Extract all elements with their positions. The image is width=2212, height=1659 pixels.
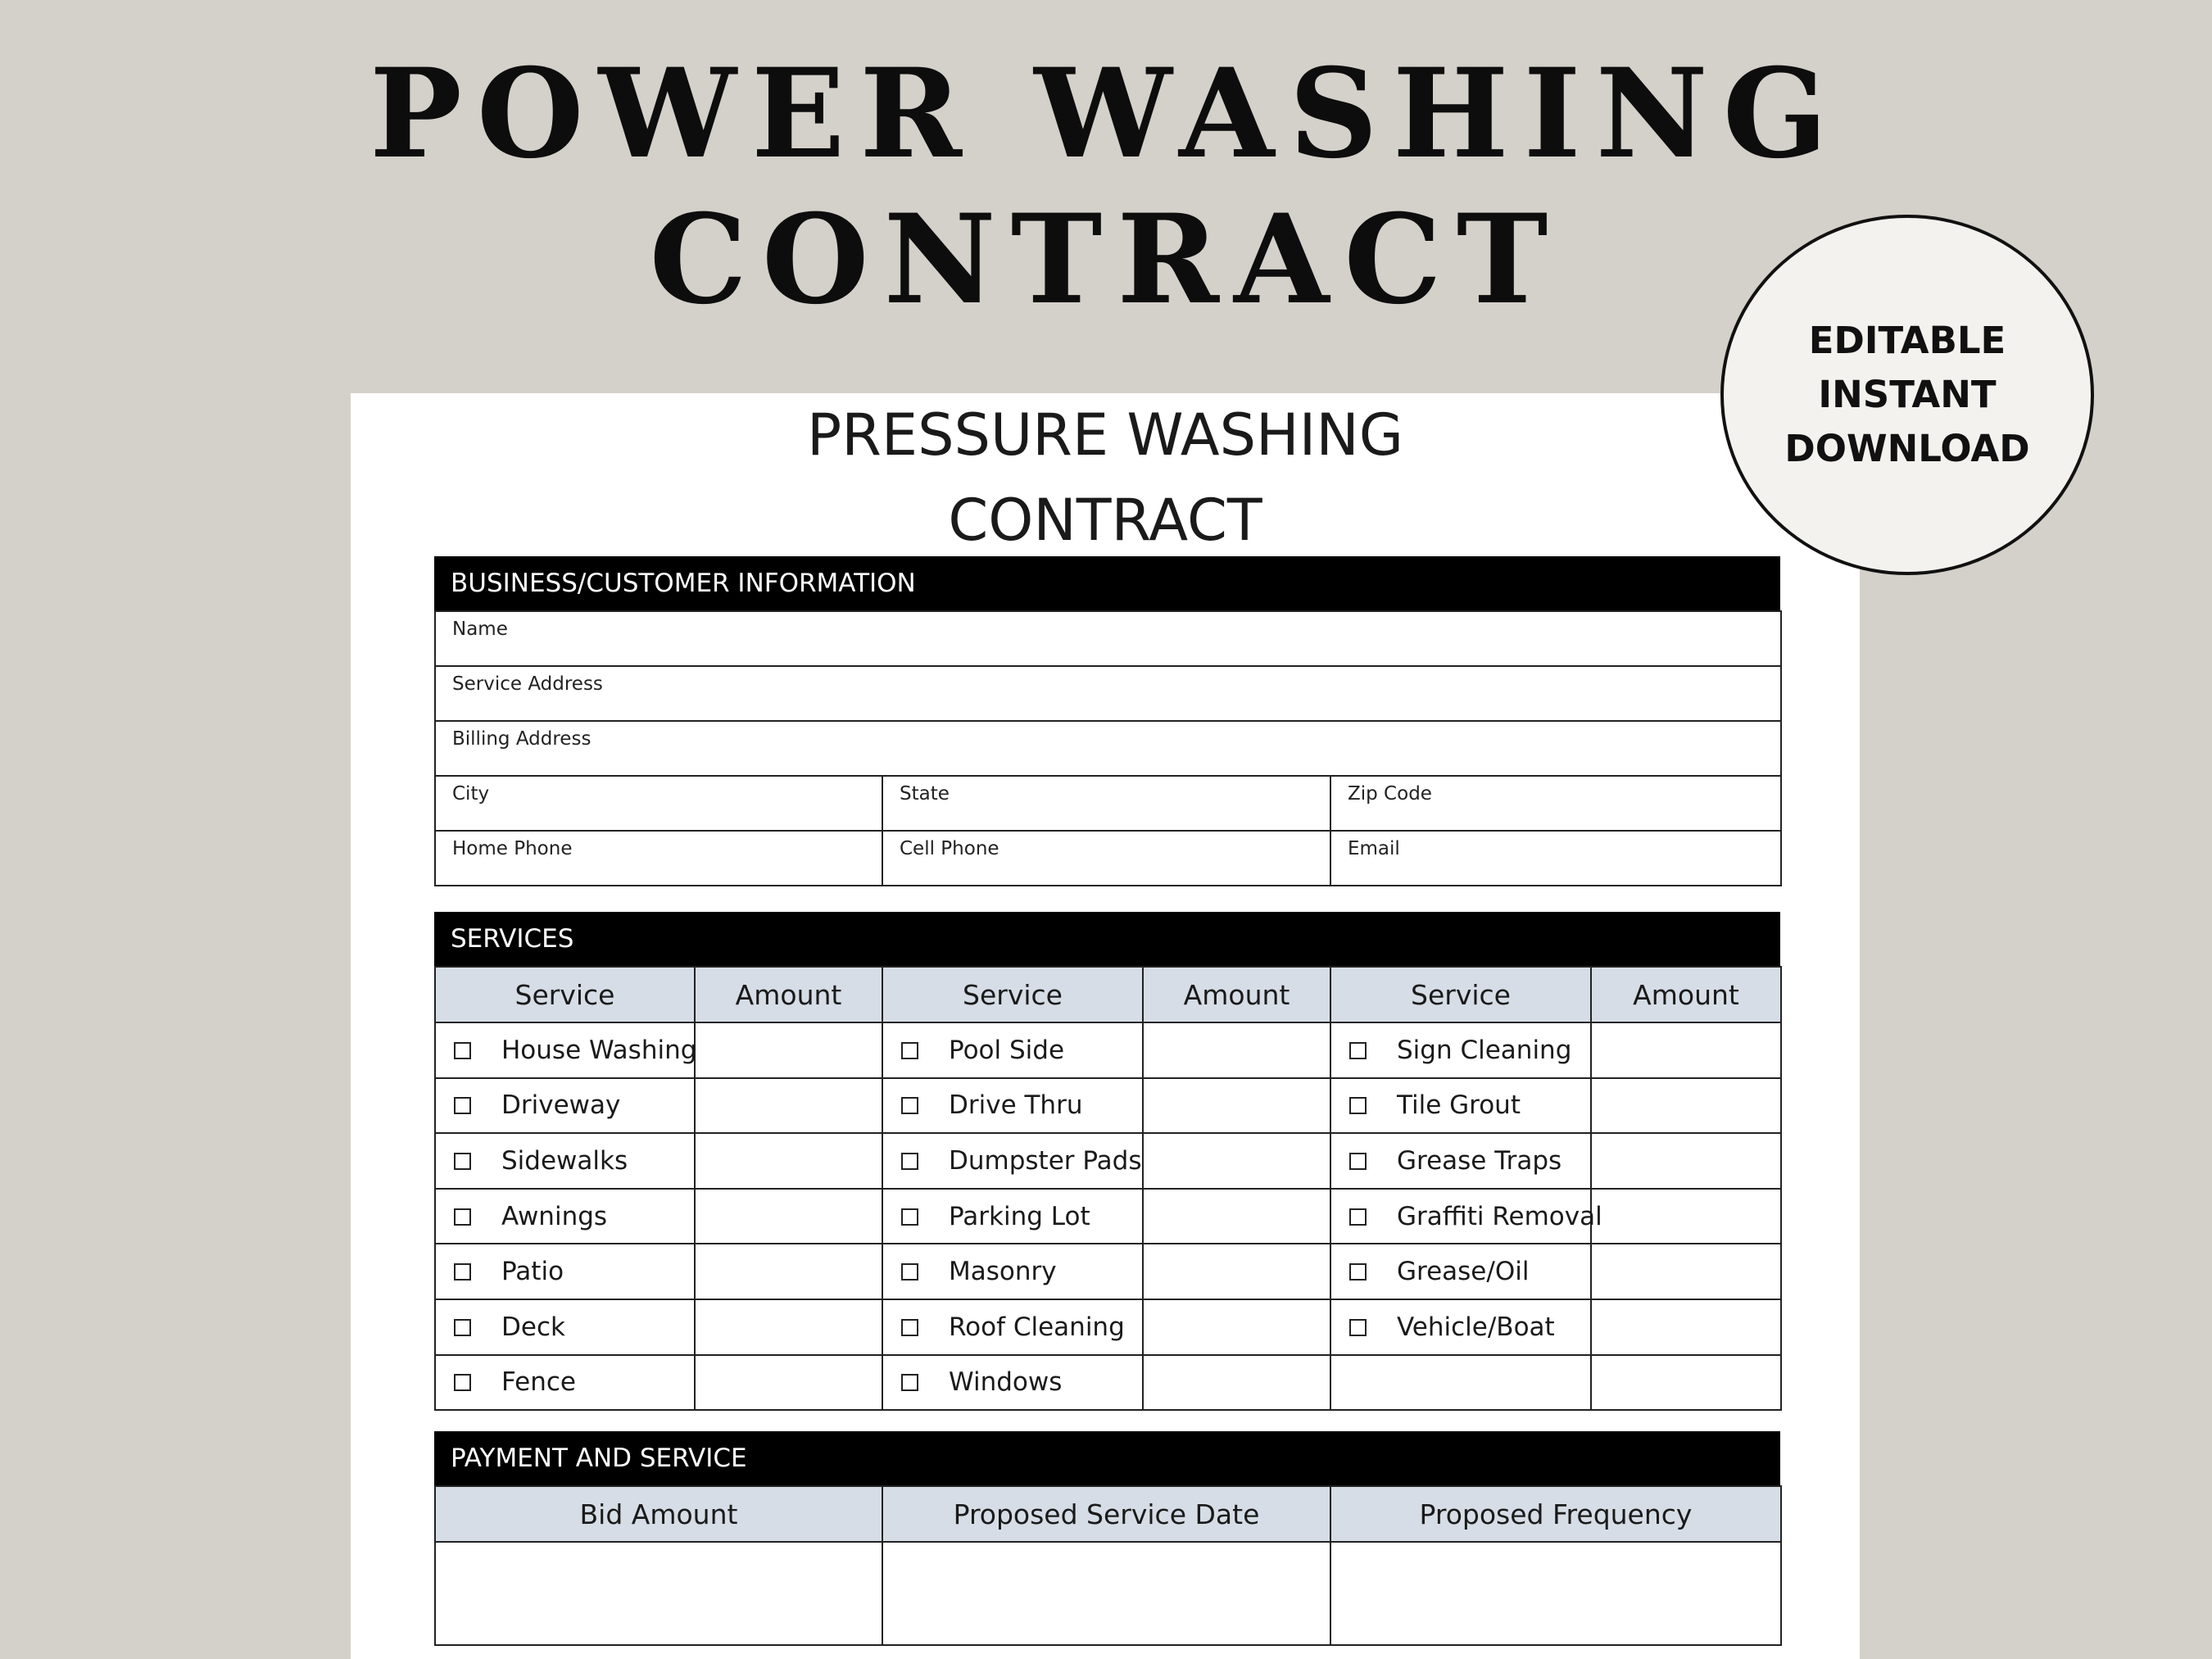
service-amount-field[interactable] (695, 1133, 882, 1189)
service-checkbox[interactable] (454, 1263, 471, 1281)
service-row (435, 1133, 1781, 1189)
email-label: Email (1348, 838, 1400, 859)
service-checkbox[interactable] (1349, 1097, 1367, 1114)
document-title-line1: PRESSURE WASHING (807, 401, 1403, 469)
contract-sheet (351, 393, 1860, 1659)
email-field[interactable] (1330, 831, 1781, 886)
customer-info-table (434, 610, 1782, 886)
service-column-header: Service (882, 967, 1143, 1022)
service-label: Awnings (501, 1201, 608, 1231)
service-item (1330, 1299, 1591, 1355)
amount-column-header: Amount (695, 967, 882, 1022)
service-label: Graffiti Removal (1397, 1201, 1602, 1231)
service-label: Windows (949, 1367, 1063, 1398)
service-item (435, 1133, 695, 1189)
service-checkbox[interactable] (454, 1319, 471, 1336)
service-item (435, 1355, 695, 1411)
service-row (435, 1078, 1781, 1134)
service-amount-field[interactable] (1143, 1022, 1330, 1078)
service-address-field[interactable] (435, 666, 1781, 721)
name-label: Name (452, 619, 508, 640)
customer-info-header: BUSINESS/CUSTOMER INFORMATION (434, 556, 1780, 610)
billing-address-field[interactable] (435, 721, 1781, 776)
service-item (1330, 1355, 1591, 1411)
proposed-frequency-header: Proposed Frequency (1330, 1486, 1781, 1542)
service-row (435, 1244, 1781, 1299)
service-amount-field[interactable] (1143, 1299, 1330, 1355)
service-item (882, 1022, 1143, 1078)
service-label: Drive Thru (949, 1090, 1083, 1121)
banner-title-line2: CONTRACT (649, 188, 1563, 332)
bid-amount-field[interactable] (435, 1542, 882, 1645)
badge-line3: DOWNLOAD (1784, 427, 2030, 470)
service-label: Grease/Oil (1397, 1257, 1530, 1287)
service-checkbox[interactable] (454, 1097, 471, 1114)
service-label: House Washing (501, 1035, 697, 1065)
payment-section (434, 1431, 1780, 1646)
service-row (435, 1299, 1781, 1355)
billing-address-label: Billing Address (452, 728, 592, 750)
service-item (435, 1078, 695, 1134)
service-checkbox[interactable] (454, 1208, 471, 1226)
service-checkbox[interactable] (1349, 1263, 1367, 1281)
service-checkbox[interactable] (454, 1153, 471, 1170)
service-label: Patio (501, 1257, 564, 1287)
service-item (882, 1299, 1143, 1355)
service-amount-field[interactable] (1591, 1355, 1781, 1411)
service-amount-field[interactable] (1143, 1244, 1330, 1299)
service-label: Sidewalks (501, 1145, 628, 1176)
service-amount-field[interactable] (695, 1189, 882, 1244)
banner-title-line1: POWER WASHING (369, 42, 1843, 186)
service-amount-field[interactable] (1143, 1133, 1330, 1189)
state-field[interactable] (882, 776, 1330, 831)
home-phone-label: Home Phone (452, 838, 573, 859)
service-item (1330, 1078, 1591, 1134)
service-amount-field[interactable] (1591, 1078, 1781, 1134)
service-checkbox[interactable] (901, 1319, 918, 1336)
badge-line1: EDITABLE (1808, 319, 2006, 362)
service-checkbox[interactable] (1349, 1319, 1367, 1336)
service-item (1330, 1189, 1602, 1244)
amount-column-header: Amount (1143, 967, 1330, 1022)
service-item (1330, 1022, 1591, 1078)
service-checkbox[interactable] (901, 1097, 918, 1114)
service-amount-field[interactable] (695, 1022, 882, 1078)
services-table (434, 966, 1782, 1411)
service-amount-field[interactable] (1143, 1355, 1330, 1411)
service-checkbox[interactable] (1349, 1153, 1367, 1170)
service-amount-field[interactable] (1143, 1189, 1330, 1244)
service-label: Masonry (949, 1257, 1057, 1287)
service-row (435, 1189, 1781, 1244)
payment-table (434, 1485, 1782, 1646)
service-item (1330, 1244, 1591, 1299)
service-amount-field[interactable] (1591, 1299, 1781, 1355)
service-label: Fence (501, 1367, 576, 1398)
city-label: City (452, 783, 490, 805)
badge-line2: INSTANT (1818, 373, 1997, 416)
service-label: Roof Cleaning (949, 1312, 1125, 1342)
amount-column-header: Amount (1591, 967, 1781, 1022)
customer-info-section (434, 556, 1780, 886)
service-row (435, 1022, 1781, 1078)
service-label: Tile Grout (1397, 1090, 1521, 1121)
service-item (435, 1189, 695, 1244)
service-column-header: Service (1330, 967, 1591, 1022)
editable-badge (1720, 215, 2094, 575)
document-title-line2: CONTRACT (948, 487, 1262, 554)
services-column-headers (435, 967, 1781, 1022)
service-checkbox[interactable] (1349, 1042, 1367, 1059)
service-amount-field[interactable] (695, 1078, 882, 1134)
service-checkbox[interactable] (901, 1374, 918, 1391)
service-amount-field[interactable] (1591, 1189, 1781, 1244)
service-amount-field[interactable] (695, 1355, 882, 1411)
cell-phone-label: Cell Phone (900, 838, 999, 859)
services-section (434, 912, 1780, 1411)
service-item (882, 1078, 1143, 1134)
service-item (882, 1133, 1143, 1189)
service-address-label: Service Address (452, 673, 603, 695)
service-label: Driveway (501, 1090, 621, 1121)
service-checkbox[interactable] (901, 1042, 918, 1059)
service-amount-field[interactable] (695, 1299, 882, 1355)
document-title (351, 393, 1860, 564)
service-amount-field[interactable] (695, 1244, 882, 1299)
service-amount-field[interactable] (1143, 1078, 1330, 1134)
city-field[interactable] (435, 776, 882, 831)
service-label: Deck (501, 1312, 565, 1342)
service-checkbox[interactable] (1349, 1208, 1367, 1226)
service-checkbox[interactable] (901, 1208, 918, 1226)
service-label: Pool Side (949, 1035, 1065, 1065)
name-field[interactable] (435, 611, 1781, 666)
service-amount-field[interactable] (1591, 1133, 1781, 1189)
service-item (882, 1244, 1143, 1299)
services-header: SERVICES (434, 912, 1780, 966)
zip-code-field[interactable] (1330, 776, 1781, 831)
service-amount-field[interactable] (1591, 1244, 1781, 1299)
service-item (435, 1299, 695, 1355)
service-item (882, 1189, 1143, 1244)
service-amount-field[interactable] (1591, 1022, 1781, 1078)
service-checkbox[interactable] (901, 1153, 918, 1170)
proposed-service-date-field[interactable] (882, 1542, 1330, 1645)
proposed-service-date-header: Proposed Service Date (882, 1486, 1330, 1542)
service-item (882, 1355, 1143, 1411)
service-label: Sign Cleaning (1397, 1035, 1572, 1065)
payment-header: PAYMENT AND SERVICE (434, 1431, 1780, 1485)
service-item (435, 1244, 695, 1299)
state-label: State (900, 783, 950, 805)
service-row (435, 1355, 1781, 1411)
cell-phone-field[interactable] (882, 831, 1330, 886)
service-item (1330, 1133, 1591, 1189)
proposed-frequency-field[interactable] (1330, 1542, 1781, 1645)
service-label: Parking Lot (949, 1201, 1090, 1231)
service-checkbox[interactable] (454, 1374, 471, 1391)
service-column-header: Service (435, 967, 695, 1022)
service-checkbox[interactable] (901, 1263, 918, 1281)
home-phone-field[interactable] (435, 831, 882, 886)
service-label: Vehicle/Boat (1397, 1312, 1555, 1342)
zip-code-label: Zip Code (1348, 783, 1432, 805)
service-label: Dumpster Pads (949, 1145, 1142, 1176)
service-item (435, 1022, 695, 1078)
bid-amount-header: Bid Amount (435, 1486, 882, 1542)
service-label: Grease Traps (1397, 1145, 1562, 1176)
service-checkbox[interactable] (454, 1042, 471, 1059)
